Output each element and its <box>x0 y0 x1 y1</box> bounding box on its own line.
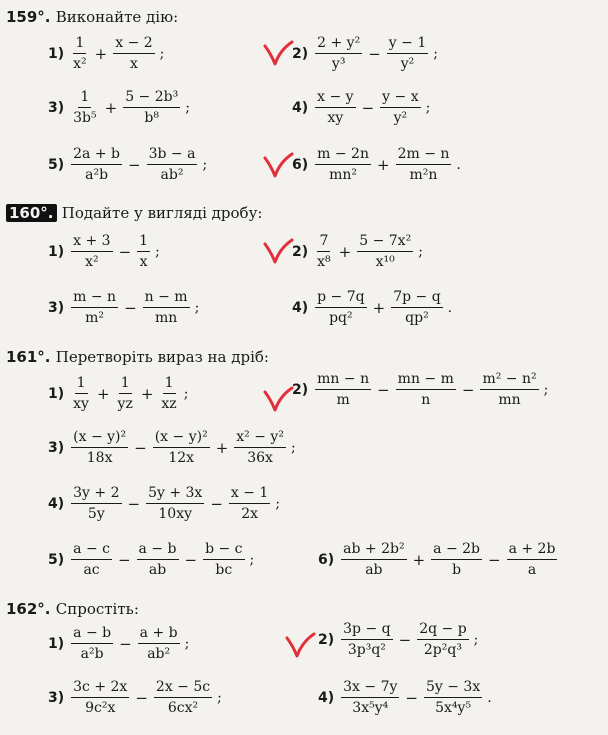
fraction <box>71 540 112 579</box>
fraction <box>153 428 210 467</box>
operator: − <box>377 380 390 399</box>
numerator: a + b <box>138 624 180 644</box>
denominator: x <box>130 56 138 72</box>
end-punctuation: . <box>447 299 453 316</box>
denominator: x² <box>85 254 99 270</box>
end-punctuation: ; <box>418 243 423 260</box>
denominator: m² <box>85 310 105 326</box>
numerator: 1 <box>78 88 91 108</box>
item-label: 4) <box>292 99 309 116</box>
end-punctuation: ; <box>155 243 160 260</box>
numerator: 2m − n <box>396 145 452 165</box>
end-punctuation: ; <box>159 45 165 62</box>
fraction <box>203 540 244 579</box>
denominator: mn <box>498 392 521 408</box>
numerator: b − c <box>203 540 244 560</box>
fraction <box>123 88 180 127</box>
fraction <box>315 145 371 184</box>
fraction <box>315 34 362 73</box>
numerator: ab + 2b² <box>341 540 406 560</box>
denominator: mn <box>154 310 178 326</box>
item-label: 3) <box>48 439 65 456</box>
fraction <box>154 678 212 717</box>
denominator: b <box>452 562 462 578</box>
exercise-number: 162°. <box>6 600 51 618</box>
denominator: bc <box>215 562 233 578</box>
check-mark-icon <box>262 236 294 266</box>
exercise-item <box>48 484 280 523</box>
numerator: 3x − 7y <box>341 678 399 698</box>
denominator: ab² <box>147 646 171 662</box>
operator: − <box>210 494 223 513</box>
numerator: x − 2 <box>113 34 154 54</box>
item-label: 3) <box>48 299 65 316</box>
end-punctuation: ; <box>185 99 190 116</box>
fraction <box>71 624 113 663</box>
fraction <box>341 620 392 659</box>
numerator: mn − n <box>315 370 371 390</box>
section-header <box>6 204 262 222</box>
exercise-title: Перетворіть вираз на дріб: <box>55 348 269 366</box>
fraction <box>507 540 558 579</box>
denominator: xy <box>73 396 89 412</box>
exercise-item <box>48 288 199 327</box>
numerator: 2 + y² <box>315 34 362 54</box>
end-punctuation: ; <box>194 299 200 316</box>
numerator: 2a + b <box>71 145 122 165</box>
end-punctuation: . <box>456 156 461 173</box>
numerator: a − c <box>71 540 112 560</box>
exercise-item <box>292 370 548 409</box>
item-label: 2) <box>292 381 309 398</box>
denominator: n <box>421 392 431 408</box>
numerator: y − x <box>380 88 420 108</box>
exercise-item <box>48 540 254 579</box>
denominator: 2x <box>241 506 259 522</box>
operator: − <box>368 44 381 63</box>
fraction <box>234 428 286 467</box>
numerator: 1 <box>119 374 132 394</box>
denominator: y² <box>393 110 408 126</box>
denominator: xz <box>161 396 177 412</box>
operator: − <box>398 630 412 649</box>
operator: − <box>405 688 418 707</box>
fraction <box>137 232 150 271</box>
numerator: 7p − q <box>391 288 442 308</box>
item-label: 2) <box>318 631 335 648</box>
end-punctuation: ; <box>433 45 438 62</box>
numerator: mn − m <box>396 370 456 390</box>
operator: + <box>94 44 108 63</box>
operator: − <box>361 98 375 117</box>
check-mark-icon <box>284 630 316 660</box>
fraction <box>71 484 121 523</box>
numerator: n − m <box>143 288 190 308</box>
numerator: 1 <box>163 374 176 394</box>
fraction <box>357 232 413 271</box>
item-label: 4) <box>48 495 65 512</box>
fraction <box>341 540 406 579</box>
exercise-item <box>292 288 452 327</box>
fraction <box>137 540 179 579</box>
item-label: 6) <box>318 551 335 568</box>
item-label: 2) <box>292 243 309 260</box>
denominator: ac <box>83 562 100 578</box>
fraction <box>71 678 129 717</box>
item-label: 1) <box>48 385 65 402</box>
denominator: 3b⁵ <box>73 110 97 126</box>
operator: − <box>118 242 132 261</box>
operator: − <box>488 550 501 569</box>
fraction <box>391 288 442 327</box>
denominator: 2p²q³ <box>423 642 462 658</box>
item-label: 4) <box>292 299 309 316</box>
operator: + <box>140 384 154 403</box>
numerator: p − 7q <box>315 288 366 308</box>
item-label: 1) <box>48 243 65 260</box>
exercise-item <box>292 34 438 73</box>
fraction <box>71 288 118 327</box>
denominator: x¹⁰ <box>375 254 395 270</box>
item-label: 3) <box>48 689 65 706</box>
denominator: pq² <box>329 310 353 326</box>
numerator: 3y + 2 <box>71 484 121 504</box>
fraction <box>380 88 420 127</box>
fraction <box>396 370 456 409</box>
section-header <box>6 348 269 366</box>
exercise-number: 160°. <box>6 204 57 222</box>
fraction <box>159 374 178 413</box>
item-label: 5) <box>48 156 65 173</box>
exercise-item <box>48 88 190 127</box>
item-label: 6) <box>292 156 309 173</box>
fraction <box>138 624 180 663</box>
numerator: x² − y² <box>234 428 286 448</box>
fraction <box>71 145 122 184</box>
operator: − <box>119 634 132 653</box>
denominator: m²n <box>409 167 438 183</box>
item-label: 3) <box>48 99 65 116</box>
numerator: 7 <box>317 232 330 252</box>
section-header <box>6 600 139 618</box>
operator: + <box>376 155 390 174</box>
operator: + <box>96 384 110 403</box>
check-mark-icon <box>262 38 294 68</box>
fraction <box>480 370 538 409</box>
denominator: y³ <box>331 56 346 72</box>
exercise-item <box>48 624 189 663</box>
denominator: 36x <box>247 450 273 466</box>
denominator: y² <box>400 56 415 72</box>
fraction <box>71 34 89 73</box>
item-label: 5) <box>48 551 65 568</box>
denominator: yz <box>117 396 133 412</box>
numerator: 5 − 7x² <box>357 232 413 252</box>
denominator: 9c²x <box>85 700 116 716</box>
fraction <box>315 288 366 327</box>
check-mark-icon <box>262 150 294 180</box>
numerator: 1 <box>73 34 86 54</box>
end-punctuation: ; <box>217 689 222 706</box>
fraction <box>147 145 198 184</box>
denominator: 5x⁴y⁵ <box>435 700 472 716</box>
check-mark-icon <box>262 384 294 414</box>
operator: + <box>372 298 386 317</box>
numerator: (x − y)² <box>71 428 128 448</box>
end-punctuation: . <box>487 689 492 706</box>
numerator: m² − n² <box>480 370 538 390</box>
numerator: 5 − 2b³ <box>123 88 180 108</box>
numerator: a + 2b <box>507 540 558 560</box>
exercise-number: 159°. <box>6 8 51 26</box>
fraction <box>341 678 399 717</box>
numerator: 1 <box>137 232 150 252</box>
item-label: 4) <box>318 689 335 706</box>
operator: − <box>128 155 141 174</box>
fraction <box>113 34 154 73</box>
denominator: x <box>139 254 148 270</box>
denominator: qp² <box>405 310 429 326</box>
exercise-item <box>48 678 222 717</box>
item-label: 1) <box>48 45 65 62</box>
fraction <box>71 88 98 127</box>
exercise-item <box>292 232 423 271</box>
section-header <box>6 8 178 26</box>
exercise-item <box>48 374 188 413</box>
numerator: 5y + 3x <box>146 484 204 504</box>
end-punctuation: ; <box>275 495 281 512</box>
fraction <box>315 370 371 409</box>
denominator: a²b <box>85 167 109 183</box>
fraction <box>387 34 428 73</box>
numerator: 2x − 5c <box>154 678 212 698</box>
operator: − <box>461 380 475 399</box>
numerator: 2q − p <box>417 620 468 640</box>
denominator: 10xy <box>158 506 193 522</box>
fraction <box>417 620 468 659</box>
exercise-item <box>48 232 160 271</box>
fraction <box>315 232 333 271</box>
operator: − <box>184 550 198 569</box>
fraction <box>116 374 135 413</box>
denominator: m <box>336 392 350 408</box>
fraction <box>396 145 452 184</box>
denominator: ab <box>365 562 383 578</box>
exercise-number: 161°. <box>6 348 51 366</box>
denominator: 5y <box>87 506 105 522</box>
fraction <box>431 540 482 579</box>
operator: − <box>124 298 137 317</box>
operator: − <box>135 688 148 707</box>
item-label: 2) <box>292 45 309 62</box>
numerator: x − 1 <box>229 484 270 504</box>
denominator: ab <box>148 562 167 578</box>
operator: − <box>134 438 147 457</box>
fraction <box>71 374 91 413</box>
numerator: 3b − a <box>147 145 198 165</box>
denominator: 3x⁵y⁴ <box>352 700 389 716</box>
numerator: y − 1 <box>387 34 428 54</box>
end-punctuation: ; <box>202 156 208 173</box>
denominator: 12x <box>168 450 195 466</box>
numerator: x + 3 <box>71 232 112 252</box>
fraction <box>146 484 204 523</box>
exercise-item <box>48 145 207 184</box>
operator: + <box>412 550 426 569</box>
fraction <box>315 88 355 127</box>
exercise-item <box>48 428 296 467</box>
fraction <box>424 678 482 717</box>
exercise-item <box>318 620 478 659</box>
exercise-item <box>292 145 461 184</box>
end-punctuation: ; <box>543 381 549 398</box>
denominator: a²b <box>80 646 104 662</box>
numerator: (x − y)² <box>153 428 210 448</box>
denominator: a <box>527 562 537 578</box>
end-punctuation: ; <box>184 635 190 652</box>
denominator: x² <box>73 56 87 72</box>
denominator: x⁸ <box>317 254 331 270</box>
fraction <box>229 484 270 523</box>
fraction <box>71 232 112 271</box>
denominator: ab² <box>160 167 184 183</box>
exercise-item <box>48 34 164 73</box>
numerator: a − b <box>137 540 179 560</box>
exercise-item <box>318 540 560 579</box>
numerator: 3c + 2x <box>71 678 129 698</box>
operator: − <box>117 550 131 569</box>
exercise-item <box>318 678 492 717</box>
denominator: 6cx² <box>167 700 199 716</box>
operator: + <box>338 242 352 261</box>
numerator: 1 <box>75 374 88 394</box>
operator: − <box>127 494 141 513</box>
numerator: 3p − q <box>341 620 392 640</box>
numerator: a − 2b <box>431 540 482 560</box>
fraction <box>143 288 190 327</box>
denominator: 18x <box>86 450 113 466</box>
fraction <box>71 428 128 467</box>
end-punctuation: ; <box>183 385 189 402</box>
end-punctuation: ; <box>249 551 255 568</box>
operator: + <box>215 438 229 457</box>
numerator: 5y − 3x <box>424 678 482 698</box>
denominator: mn² <box>329 167 358 183</box>
exercise-item <box>292 88 430 127</box>
item-label: 1) <box>48 635 65 652</box>
denominator: b⁸ <box>144 110 159 126</box>
numerator: m − n <box>71 288 118 308</box>
operator: + <box>104 98 118 117</box>
exercise-title: Спростіть: <box>55 600 139 618</box>
end-punctuation: ; <box>290 439 296 456</box>
numerator: a − b <box>71 624 113 644</box>
denominator: xy <box>327 110 344 126</box>
end-punctuation: ; <box>425 99 431 116</box>
denominator: 3p³q² <box>347 642 386 658</box>
numerator: m − 2n <box>315 145 371 165</box>
end-punctuation: ; <box>473 631 479 648</box>
numerator: x − y <box>315 88 355 108</box>
exercise-title: Подайте у вигляді дробу: <box>61 204 263 222</box>
exercise-title: Виконайте дію: <box>55 8 179 26</box>
